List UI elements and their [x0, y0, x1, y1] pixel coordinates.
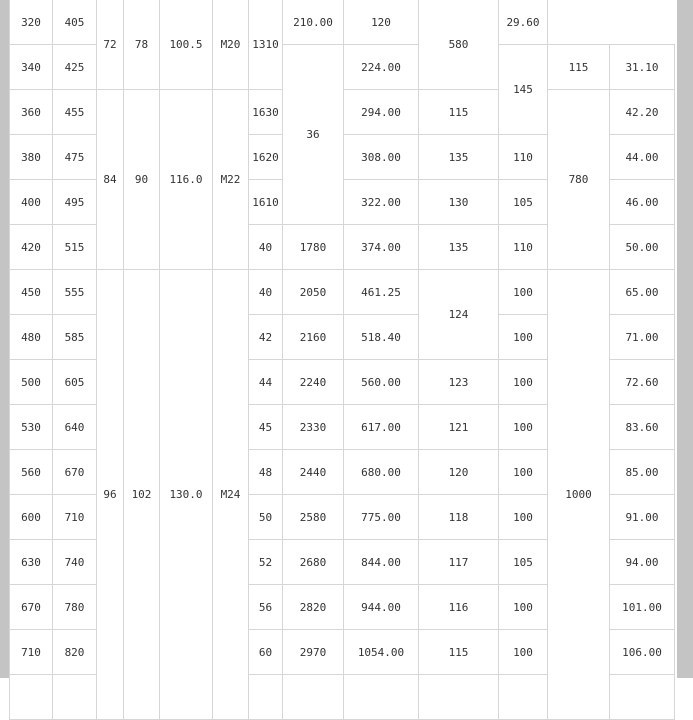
table-cell: 844.00 — [344, 540, 419, 585]
table-cell: 85.00 — [610, 450, 675, 495]
table-row — [10, 0, 675, 45]
table-cell: 360 — [10, 90, 53, 135]
table-cell: 50.00 — [610, 225, 675, 270]
table-cell: 670 — [53, 450, 97, 495]
table-cell: M20 — [213, 0, 249, 90]
table-cell: 820 — [53, 630, 97, 675]
table-cell: 84 — [97, 90, 124, 270]
spec-table — [9, 0, 675, 720]
table-cell: 530 — [10, 405, 53, 450]
table-cell: 120 — [344, 0, 419, 45]
table-cell: 123 — [419, 360, 499, 405]
table-cell: 145 — [499, 45, 548, 135]
table-cell: 555 — [53, 270, 97, 315]
table-cell: 116.0 — [160, 90, 213, 270]
table-cell: 42 — [249, 315, 283, 360]
table-cell: 480 — [10, 315, 53, 360]
table-cell: 100 — [499, 270, 548, 315]
table-cell: 100 — [499, 495, 548, 540]
table-cell: 1610 — [249, 180, 283, 225]
table-cell: 115 — [548, 45, 610, 90]
table-cell: 94.00 — [610, 540, 675, 585]
table-cell: 2240 — [283, 360, 344, 405]
table-cell: 400 — [10, 180, 53, 225]
table-cell: 2970 — [283, 630, 344, 675]
table-cell: 78 — [124, 0, 160, 90]
table-cell: 46.00 — [610, 180, 675, 225]
table-cell: 100 — [499, 630, 548, 675]
spec-table-body — [10, 0, 675, 720]
table-cell: 450 — [10, 270, 53, 315]
table-cell: 45 — [249, 405, 283, 450]
table-cell: 2440 — [283, 450, 344, 495]
table-cell: 101.00 — [610, 585, 675, 630]
table-cell: 740 — [53, 540, 97, 585]
table-cell — [249, 675, 283, 720]
table-cell — [53, 675, 97, 720]
table-cell: 1620 — [249, 135, 283, 180]
table-cell: 135 — [419, 135, 499, 180]
table-cell: 2330 — [283, 405, 344, 450]
table-cell: 31.10 — [610, 45, 675, 90]
table-cell: 294.00 — [344, 90, 419, 135]
table-cell: 102 — [124, 270, 160, 720]
table-cell — [283, 675, 344, 720]
table-cell: 60 — [249, 630, 283, 675]
table-cell: 475 — [53, 135, 97, 180]
table-cell: 116 — [419, 585, 499, 630]
table-cell: 72.60 — [610, 360, 675, 405]
table-cell: 2680 — [283, 540, 344, 585]
table-cell: 320 — [10, 0, 53, 45]
table-cell: 340 — [10, 45, 53, 90]
table-cell: 680.00 — [344, 450, 419, 495]
table-cell: 71.00 — [610, 315, 675, 360]
table-cell: 44 — [249, 360, 283, 405]
table-cell — [10, 675, 53, 720]
table-cell: 105 — [499, 540, 548, 585]
table-cell: 1000 — [548, 270, 610, 720]
table-cell: 135 — [419, 225, 499, 270]
table-cell: 120 — [419, 450, 499, 495]
table-cell: 40 — [249, 225, 283, 270]
table-cell — [610, 675, 675, 720]
table-cell: 42.20 — [610, 90, 675, 135]
table-cell — [344, 675, 419, 720]
table-cell: 100 — [499, 585, 548, 630]
table-cell: 1780 — [283, 225, 344, 270]
table-cell: 100 — [499, 450, 548, 495]
table-cell: 52 — [249, 540, 283, 585]
table-cell: 630 — [10, 540, 53, 585]
table-cell: 461.25 — [344, 270, 419, 315]
table-cell: 405 — [53, 0, 97, 45]
table-cell: 670 — [10, 585, 53, 630]
table-cell: 124 — [419, 270, 499, 360]
table-row — [10, 270, 675, 315]
table-cell: 83.60 — [610, 405, 675, 450]
table-cell: 775.00 — [344, 495, 419, 540]
table-cell: 115 — [419, 630, 499, 675]
table-cell: 29.60 — [499, 0, 548, 45]
table-cell: 455 — [53, 90, 97, 135]
table-cell: M22 — [213, 90, 249, 270]
table-cell: 100 — [499, 405, 548, 450]
table-cell: 91.00 — [610, 495, 675, 540]
table-cell: 560 — [10, 450, 53, 495]
table-cell: 420 — [10, 225, 53, 270]
table-cell: 130.0 — [160, 270, 213, 720]
table-cell: 500 — [10, 360, 53, 405]
table-cell: 2820 — [283, 585, 344, 630]
table-cell: 515 — [53, 225, 97, 270]
table-cell: 118 — [419, 495, 499, 540]
table-cell: 617.00 — [344, 405, 419, 450]
table-cell: 308.00 — [344, 135, 419, 180]
table-cell: 100 — [499, 315, 548, 360]
table-cell: 106.00 — [610, 630, 675, 675]
table-cell: 56 — [249, 585, 283, 630]
table-cell — [419, 675, 499, 720]
table-cell: 48 — [249, 450, 283, 495]
table-cell: M24 — [213, 270, 249, 720]
table-cell: 1630 — [249, 90, 283, 135]
table-cell: 117 — [419, 540, 499, 585]
table-cell: 1310 — [249, 0, 283, 90]
table-cell: 2050 — [283, 270, 344, 315]
table-cell: 210.00 — [283, 0, 344, 45]
table-cell: 380 — [10, 135, 53, 180]
table-cell: 96 — [97, 270, 124, 720]
table-cell: 374.00 — [344, 225, 419, 270]
table-cell: 65.00 — [610, 270, 675, 315]
table-cell: 121 — [419, 405, 499, 450]
table-cell: 580 — [419, 0, 499, 90]
table-cell: 50 — [249, 495, 283, 540]
table-cell: 640 — [53, 405, 97, 450]
table-cell: 495 — [53, 180, 97, 225]
table-cell: 224.00 — [344, 45, 419, 90]
left-gutter — [0, 0, 9, 678]
table-cell: 780 — [548, 90, 610, 270]
table-cell: 780 — [53, 585, 97, 630]
table-cell: 1054.00 — [344, 630, 419, 675]
table-cell: 72 — [97, 0, 124, 90]
table-cell: 518.40 — [344, 315, 419, 360]
table-cell: 710 — [10, 630, 53, 675]
table-cell: 2580 — [283, 495, 344, 540]
table-cell: 425 — [53, 45, 97, 90]
table-cell: 585 — [53, 315, 97, 360]
table-cell: 105 — [499, 180, 548, 225]
table-cell: 600 — [10, 495, 53, 540]
table-cell: 605 — [53, 360, 97, 405]
right-scrollbar-track[interactable] — [677, 0, 693, 678]
table-cell: 100.5 — [160, 0, 213, 90]
table-cell: 115 — [419, 90, 499, 135]
table-cell: 40 — [249, 270, 283, 315]
table-cell: 90 — [124, 90, 160, 270]
table-cell: 44.00 — [610, 135, 675, 180]
table-cell — [499, 675, 548, 720]
table-cell: 110 — [499, 135, 548, 180]
table-cell: 322.00 — [344, 180, 419, 225]
table-cell: 944.00 — [344, 585, 419, 630]
table-cell: 130 — [419, 180, 499, 225]
table-cell: 36 — [283, 45, 344, 225]
table-cell: 100 — [499, 360, 548, 405]
table-cell: 2160 — [283, 315, 344, 360]
table-cell: 710 — [53, 495, 97, 540]
table-cell: 110 — [499, 225, 548, 270]
table-cell: 560.00 — [344, 360, 419, 405]
